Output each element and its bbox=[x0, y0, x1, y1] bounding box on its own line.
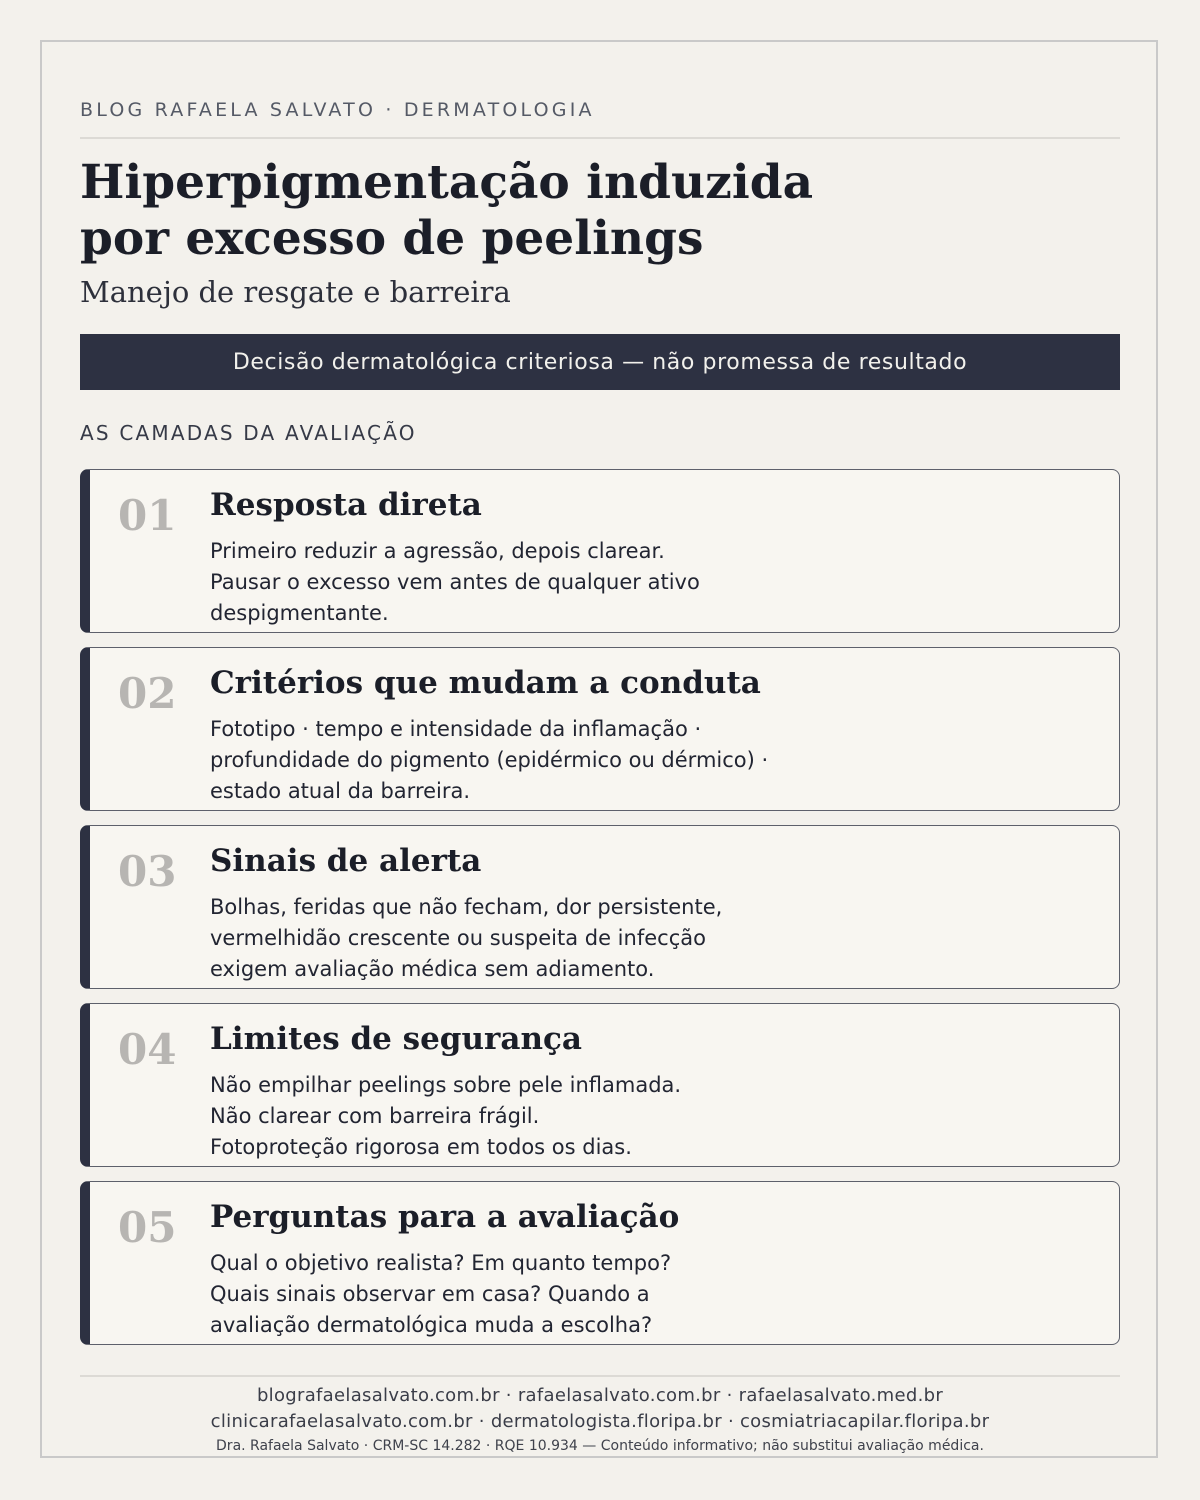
card-number: 01 bbox=[118, 491, 177, 540]
card-number: 05 bbox=[118, 1203, 177, 1252]
card-limites-de-seguranca bbox=[80, 1003, 1120, 1167]
card-title: Limites de segurança bbox=[210, 1021, 582, 1057]
header-divider bbox=[80, 137, 1120, 139]
card-body-line: exigem avaliação médica sem adiamento. bbox=[210, 957, 655, 981]
card-body-line: Bolhas, feridas que não fecham, dor persistente, bbox=[210, 895, 723, 919]
card-body bbox=[210, 1248, 671, 1341]
card-body bbox=[210, 892, 722, 985]
card-body-line: Não empilhar peelings sobre pele inflamada. bbox=[210, 1073, 682, 1097]
card-body-line: Quais sinais observar em casa? Quando a bbox=[210, 1282, 650, 1306]
card-number: 04 bbox=[118, 1025, 177, 1074]
card-body-line: Não clarear com barreira frágil. bbox=[210, 1104, 540, 1128]
card-number: 02 bbox=[118, 669, 177, 718]
card-sinais-de-alerta bbox=[80, 825, 1120, 989]
card-body-line: avaliação dermatológica muda a escolha? bbox=[210, 1313, 653, 1337]
card-perguntas bbox=[80, 1181, 1120, 1345]
card-title: Sinais de alerta bbox=[210, 843, 482, 879]
card-body-line: Fototipo · tempo e intensidade da inflamação · bbox=[210, 717, 702, 741]
card-body-line: despigmentante. bbox=[210, 601, 389, 625]
blog-eyebrow: BLOG RAFAELA SALVATO · DERMATOLOGIA bbox=[80, 99, 595, 121]
card-resposta-direta bbox=[80, 469, 1120, 633]
footer-sites-line-1: blografaelasalvato.com.br · rafaelasalvato.com.br · rafaelasalvato.med.br bbox=[256, 1385, 944, 1406]
card-body bbox=[210, 536, 700, 629]
page-title-line-2: por excesso de peelings bbox=[80, 211, 704, 266]
card-body-line: Qual o objetivo realista? Em quanto tempo? bbox=[210, 1251, 672, 1275]
card-body-line: Primeiro reduzir a agressão, depois clarear. bbox=[210, 539, 665, 563]
card-title: Perguntas para a avaliação bbox=[210, 1199, 680, 1235]
card-title: Critérios que mudam a conduta bbox=[210, 665, 761, 701]
page-title-line-1: Hiperpigmentação induzida bbox=[80, 155, 814, 210]
section-label: AS CAMADAS DA AVALIAÇÃO bbox=[80, 421, 417, 445]
card-body-line: vermelhidão crescente ou suspeita de infecção bbox=[210, 926, 706, 950]
card-title: Resposta direta bbox=[210, 487, 482, 523]
card-body-line: Fotoproteção rigorosa em todos os dias. bbox=[210, 1135, 632, 1159]
card-body bbox=[210, 714, 768, 807]
disclaimer-banner bbox=[80, 334, 1120, 390]
footer-credentials: Dra. Rafaela Salvato · CRM-SC 14.282 · RQE 10.934 — Conteúdo informativo; não substitui avaliação médica. bbox=[216, 1438, 984, 1454]
card-body-line: profundidade do pigmento (epidérmico ou dérmico) · bbox=[210, 748, 769, 772]
disclaimer-banner-text: Decisão dermatológica criteriosa — não promessa de resultado bbox=[232, 349, 968, 375]
page-title bbox=[80, 155, 813, 267]
card-body-line: estado atual da barreira. bbox=[210, 779, 471, 803]
card-body-line: Pausar o excesso vem antes de qualquer ativo bbox=[210, 570, 700, 594]
card-body bbox=[210, 1070, 681, 1163]
footer-sites-line-2: clinicarafaelasalvato.com.br · dermatologista.floripa.br · cosmiatriacapilar.floripa.br bbox=[210, 1411, 990, 1432]
footer-divider bbox=[80, 1375, 1120, 1377]
page-subtitle: Manejo de resgate e barreira bbox=[80, 275, 511, 309]
card-number: 03 bbox=[118, 847, 177, 896]
card-criterios bbox=[80, 647, 1120, 811]
